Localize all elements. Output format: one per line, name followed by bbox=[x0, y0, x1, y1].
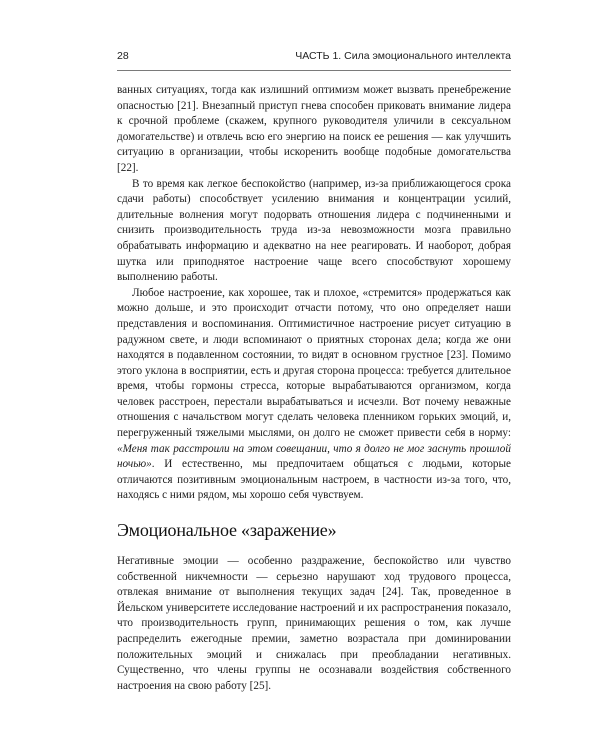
paragraph-3-text-b: . И естественно, мы предпочитаем общаться с людьми, которые отличаются позитивным эмоциональным настроем, в частности из-за того, что, находясь с ними рядом, мы хорошо себя чувствуем. bbox=[117, 458, 511, 502]
section-heading: Эмоциональное «заражение» bbox=[117, 520, 337, 541]
paragraph-1: ванных ситуациях, тогда как излишний оптимизм может вызвать пренебрежение опасностью [21]. Внезапный приступ гнева способен приковать внимание лидера к срочной проблеме (скажем, крупного руководителя уличили в сексуальном домогательстве) и отвлечь всю его энергию на поиск ее решения — как улучшить ситуацию в организации, чтобы искоренить вообще подобные домогательства [22]. bbox=[117, 84, 511, 174]
page-number: 28 bbox=[117, 50, 129, 62]
paragraph-3-text-a: Любое настроение, как хорошее, так и плохое, «стремится» продержаться как можно дольше, и это происходит отчасти потому, что оно определяет наши представления и воспоминания. Оптимистичное настроение рисует ситуацию в радужном свете, и люди вспоминают о приятных сторонах дела; когда же они находятся в подавленном состоянии, то видят в основном грустное [23]. Помимо этого уклона в восприятии, есть и другая сторона процесса: требуется длительное время, чтобы гормоны стресса, которые вырабатываются организмом, когда человек расстроен, перестали вырабатываться и исчезли. Вот почему неважные отношения с начальством могут сделать человека пленником горьких эмоций, и, перегруженный тяжелыми мыслями, он долго не сможет привести себя в норму: bbox=[117, 286, 511, 440]
paragraph-3 bbox=[117, 286, 511, 504]
paragraph-2: В то время как легкое беспокойство (например, из-за приближающегося срока сдачи работы) способствует усилению внимания и концентрации усилий, длительные волнения могут подорвать отношения лидера с подчиненными и снизить производительность труда из-за невозможности мозга правильно обрабатывать информацию и адекватно на нее реагировать. И наоборот, добрая шутка или приподнятое настроение чаще всего способствуют хорошему выполнению работы. bbox=[117, 177, 511, 284]
running-head: ЧАСТЬ 1. Сила эмоционального интеллекта bbox=[295, 50, 511, 62]
paragraph-4: Негативные эмоции — особенно раздражение, беспокойство или чувство собственной никчемности — серьезно нарушают ход трудового процесса, отвлекая внимание от выполнения текущих задач [24]. Так, проведенное в Йельском университете исследование настроений и их распространения показало, что производительность групп, принимающих решения о том, как лучше распределить ежегодные премии, заметно возрастала при доминировании положительных эмоций и снижалась при преобладании негативных. Существенно, что члены группы не осознавали воздействия собственного настроения на свою работу [25]. bbox=[117, 555, 511, 692]
header-divider bbox=[117, 70, 511, 71]
paragraph-3-quote: «Меня так расстроили на этом совещании, что я долго не мог заснуть прошлой ночью» bbox=[117, 442, 511, 471]
page-body bbox=[117, 83, 511, 694]
